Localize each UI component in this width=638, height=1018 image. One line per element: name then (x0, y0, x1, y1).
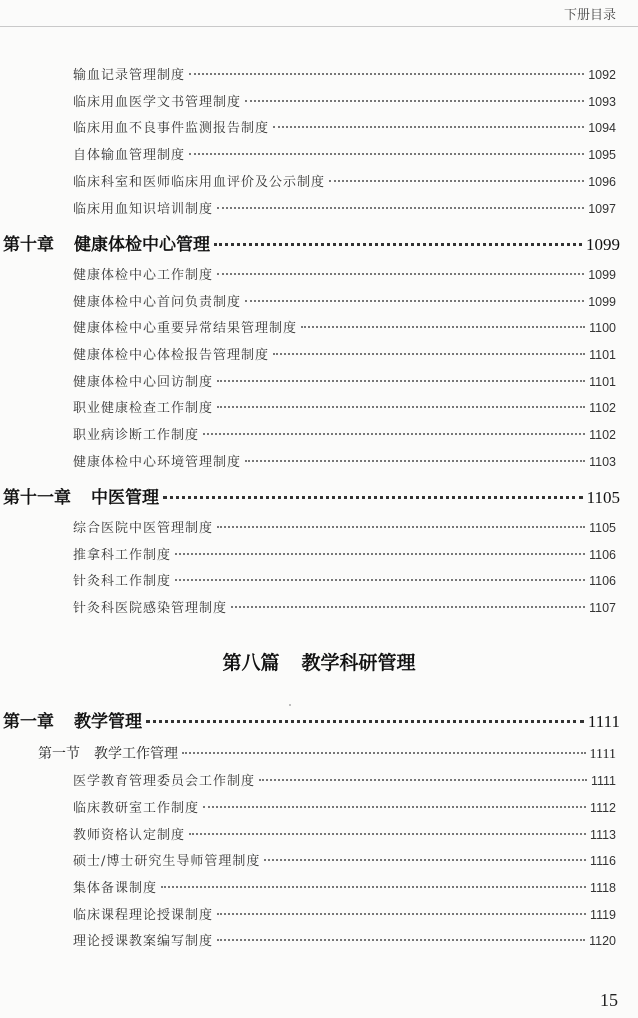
toc-entry-page: 1113 (590, 828, 616, 842)
toc-entry-page: 1096 (588, 175, 616, 189)
toc-entry[interactable] (73, 344, 616, 363)
toc-entry[interactable] (73, 824, 616, 843)
dot-leader (214, 243, 582, 246)
toc-entry-page: 1102 (589, 401, 616, 415)
toc-entry[interactable] (73, 930, 616, 949)
toc-entry-title: 针灸科医院感染管理制度 (73, 601, 228, 616)
toc-entry[interactable] (73, 797, 616, 816)
toc-entry-title: 健康体检中心重要异常结果管理制度 (73, 321, 298, 336)
dot-leader (189, 153, 584, 155)
chapter-title: 中医管理 (91, 488, 159, 508)
toc-entry-title: 健康体检中心回访制度 (73, 375, 214, 390)
running-header: 下册目录 (563, 8, 616, 23)
toc-entry-title: 自体输血管理制度 (73, 148, 186, 163)
chapter-page: 1105 (586, 488, 620, 507)
chapter-page: 1111 (587, 712, 620, 731)
toc-entry-page: 1118 (590, 881, 616, 895)
dot-leader (245, 300, 584, 302)
part-number: 第八篇 (222, 652, 280, 674)
part-heading[interactable] (0, 648, 638, 675)
toc-entry-page: 1092 (588, 68, 616, 82)
section-title: 教学工作管理 (94, 746, 178, 762)
toc-entry-page: 1103 (589, 455, 616, 469)
dot-leader (245, 100, 584, 102)
section-heading[interactable] (38, 743, 616, 763)
toc-entry-page: 1116 (590, 854, 616, 868)
dot-leader (259, 779, 587, 781)
dot-leader (175, 553, 585, 555)
toc-entry-page: 1094 (588, 121, 616, 135)
chapter-page: 1099 (586, 235, 620, 254)
toc-entry-page: 1099 (588, 295, 616, 309)
toc-entry-page: 1099 (588, 268, 616, 282)
chapter-number: 第十一章 (3, 488, 71, 508)
chapter-heading[interactable] (3, 230, 620, 255)
toc-entry-title: 临床用血医学文书管理制度 (73, 95, 242, 110)
toc-entry-title: 综合医院中医管理制度 (73, 521, 214, 536)
dot-leader (203, 806, 586, 808)
dot-leader (163, 496, 583, 499)
toc-entry-title: 医学教育管理委员会工作制度 (73, 774, 256, 789)
toc-entry[interactable] (73, 877, 616, 896)
header-rule (0, 26, 638, 27)
toc-entry[interactable] (73, 171, 616, 190)
chapter-heading[interactable] (3, 483, 620, 508)
scan-speck (289, 704, 291, 706)
toc-entry-page: 1101 (589, 375, 616, 389)
toc-entry-title: 临床教研室工作制度 (73, 801, 200, 816)
section-page: 1111 (589, 747, 616, 762)
dot-leader (273, 353, 585, 355)
toc-entry-page: 1111 (590, 774, 616, 788)
dot-leader (182, 752, 586, 754)
toc-entry[interactable] (73, 144, 616, 163)
toc-entry[interactable] (73, 397, 616, 416)
dot-leader (217, 406, 585, 408)
dot-leader (161, 886, 586, 888)
dot-leader (231, 606, 585, 608)
section-number: 第一节 (38, 746, 80, 762)
chapter-title: 健康体检中心管理 (74, 235, 210, 255)
toc-entry-title: 硕士/博士研究生导师管理制度 (73, 854, 261, 869)
toc-entry[interactable] (73, 597, 616, 616)
dot-leader (146, 720, 584, 723)
toc-entry-page: 1102 (589, 428, 616, 442)
toc-entry-page: 1112 (590, 801, 616, 815)
toc-entry[interactable] (73, 371, 616, 390)
toc-entry-title: 职业健康检查工作制度 (73, 401, 214, 416)
toc-entry-title: 健康体检中心工作制度 (73, 268, 214, 283)
chapter-heading[interactable] (3, 707, 620, 732)
toc-entry[interactable] (73, 264, 616, 283)
toc-entry-title: 临床科室和医师临床用血评价及公示制度 (73, 175, 326, 190)
dot-leader (301, 326, 585, 328)
toc-entry-page: 1097 (588, 202, 616, 216)
toc-entry-page: 1119 (590, 908, 616, 922)
toc-entry[interactable] (73, 517, 616, 536)
dot-leader (203, 433, 585, 435)
toc-entry-title: 推拿科工作制度 (73, 548, 172, 563)
toc-entry-title: 临床课程理论授课制度 (73, 908, 214, 923)
chapter-number: 第十章 (3, 235, 54, 255)
dot-leader (217, 526, 585, 528)
toc-entry-page: 1095 (588, 148, 616, 162)
toc-entry-title: 健康体检中心环境管理制度 (73, 455, 242, 470)
toc-entry-title: 临床用血不良事件监测报告制度 (73, 121, 270, 136)
toc-entry-page: 1106 (589, 574, 616, 588)
toc-entry-page: 1101 (589, 348, 616, 362)
toc-entry-page: 1105 (589, 521, 616, 535)
toc-entry[interactable] (73, 198, 616, 217)
toc-entry[interactable] (73, 64, 616, 83)
toc-entry-page: 1107 (589, 601, 616, 615)
toc-entry[interactable] (73, 850, 616, 869)
toc-entry[interactable] (73, 770, 616, 789)
toc-entry[interactable] (73, 570, 616, 589)
dot-leader (217, 939, 585, 941)
dot-leader (217, 273, 584, 275)
toc-entry[interactable] (73, 117, 616, 136)
dot-leader (189, 833, 586, 835)
dot-leader (175, 579, 585, 581)
dot-leader (273, 126, 584, 128)
toc-entry-page: 1100 (589, 321, 616, 335)
page-number: 15 (600, 990, 618, 1010)
toc-entry-title: 集体备课制度 (73, 881, 158, 896)
toc-entry-title: 教师资格认定制度 (73, 828, 186, 843)
toc-entry[interactable] (73, 904, 616, 923)
dot-leader (217, 913, 586, 915)
dot-leader (189, 73, 584, 75)
toc-entry-title: 理论授课教案编写制度 (73, 934, 214, 949)
toc-entry[interactable] (73, 424, 616, 443)
toc-entry-title: 临床用血知识培训制度 (73, 202, 214, 217)
toc-entry-title: 健康体检中心体检报告管理制度 (73, 348, 270, 363)
toc-entry[interactable] (73, 544, 616, 563)
toc-entry-page: 1093 (588, 95, 616, 109)
dot-leader (245, 460, 585, 462)
toc-entry-page: 1106 (589, 548, 616, 562)
toc-entry-title: 针灸科工作制度 (73, 574, 172, 589)
dot-leader (217, 380, 585, 382)
dot-leader (264, 859, 586, 861)
toc-entry[interactable] (73, 451, 616, 470)
toc-entry-title: 健康体检中心首问负责制度 (73, 295, 242, 310)
toc-entry[interactable] (73, 91, 616, 110)
toc-entry[interactable] (73, 291, 616, 310)
chapter-title: 教学管理 (74, 712, 142, 732)
toc-entry-page: 1120 (589, 934, 616, 948)
part-title: 教学科研管理 (301, 652, 416, 674)
toc-entry-title: 职业病诊断工作制度 (73, 428, 200, 443)
dot-leader (217, 207, 584, 209)
toc-entry-title: 输血记录管理制度 (73, 68, 186, 83)
chapter-number: 第一章 (3, 712, 54, 732)
toc-entry[interactable] (73, 317, 616, 336)
dot-leader (329, 180, 584, 182)
